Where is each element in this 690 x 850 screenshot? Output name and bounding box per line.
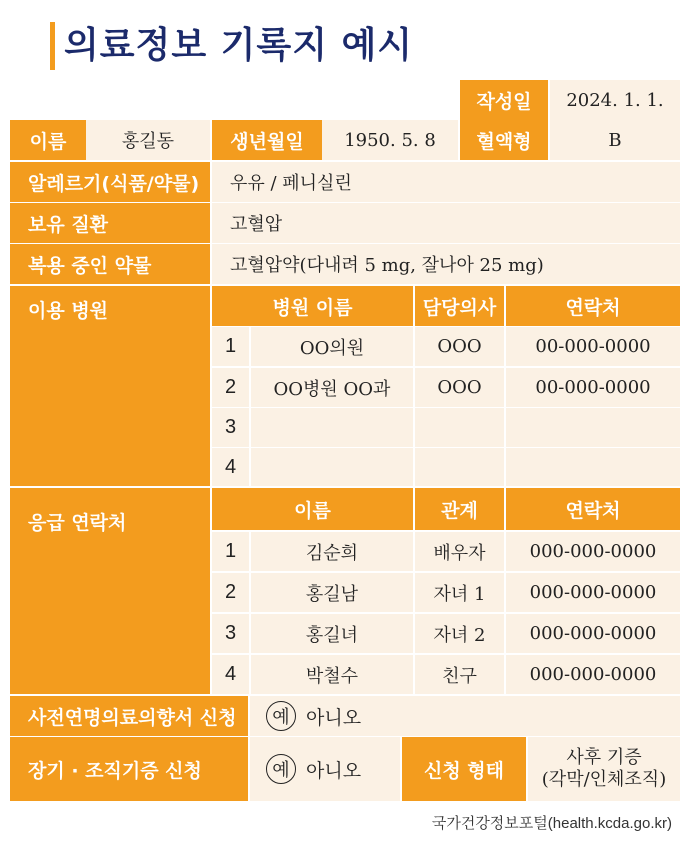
organ-donation-choice [250,737,400,801]
hospitals-header-doctor: 담당의사 [415,286,504,326]
written-date-label: 작성일 [460,80,548,120]
emergency-row-name: 홍길녀 [251,614,413,653]
advance-directive-choice [250,696,680,736]
blood-value: B [550,120,680,160]
page-title: 의료정보 기록지 예시 [64,25,414,66]
name-value: 홍길동 [86,120,210,160]
emergency-row-contact: 000-000-0000 [506,655,680,694]
organ-donation-type-line1: 사후 기증 [566,747,642,768]
emergency-row-relation: 배우자 [415,532,504,571]
emergency-row-number: 1 [212,532,249,571]
hospital-row-name [251,448,413,486]
organ-donation-label: 장기 · 조직기증 신청 [10,737,248,801]
organ-donation-yes-option[interactable]: 예 [266,754,296,784]
emergency-row-number: 4 [212,655,249,694]
emergency-row-contact: 000-000-0000 [506,614,680,653]
birth-value: 1950. 5. 8 [322,120,458,160]
hospital-row-contact: 00-000-0000 [506,327,680,366]
hospital-row-contact [506,408,680,447]
organ-donation-type-value [528,737,680,801]
disease-value: 고혈압 [212,203,680,243]
birth-label: 생년월일 [212,120,322,160]
allergy-value: 우유 / 페니실린 [212,162,680,202]
written-date-value: 2024. 1. 1. [550,80,680,120]
medication-value: 고혈압약(다내려 5 mg, 잘나아 25 mg) [212,244,680,284]
hospital-row-name: OO병원 OO과 [251,368,413,407]
hospital-row-doctor: OOO [415,368,504,407]
hospital-row-number: 3 [212,408,249,447]
emergency-row-relation: 자녀 1 [415,573,504,612]
organ-donation-no-option[interactable]: 아니오 [306,760,362,782]
organ-donation-type-line2: (각막/인체조직) [541,769,667,790]
emergency-label: 응급 연락처 [10,488,210,694]
blood-label: 혈액형 [460,120,548,160]
hospital-row-name [251,408,413,447]
hospital-row-contact: 00-000-0000 [506,368,680,407]
title-accent-bar [50,22,55,70]
hospitals-label: 이용 병원 [10,286,210,486]
advance-directive-yes-option[interactable]: 예 [266,701,296,731]
emergency-row-name: 김순희 [251,532,413,571]
hospitals-header-contact: 연락처 [506,286,680,326]
emergency-row-relation: 자녀 2 [415,614,504,653]
source-credit: 국가건강정보포털(health.kcda.go.kr) [431,815,672,832]
emergency-row-number: 3 [212,614,249,653]
hospital-row-number: 1 [212,327,249,366]
disease-label: 보유 질환 [10,203,210,243]
emergency-row-number: 2 [212,573,249,612]
hospital-row-name: OO의원 [251,327,413,366]
emergency-header-relation: 관계 [415,488,504,530]
hospitals-header-name: 병원 이름 [212,286,413,326]
emergency-row-name: 홍길남 [251,573,413,612]
allergy-label: 알레르기(식품/약물) [10,162,210,202]
emergency-row-name: 박철수 [251,655,413,694]
hospital-row-number: 4 [212,448,249,486]
hospital-row-number: 2 [212,368,249,407]
hospital-row-contact [506,448,680,486]
medication-label: 복용 중인 약물 [10,244,210,284]
emergency-row-contact: 000-000-0000 [506,573,680,612]
emergency-row-relation: 친구 [415,655,504,694]
organ-donation-type-label: 신청 형태 [402,737,526,801]
hospital-row-doctor [415,408,504,447]
emergency-header-name: 이름 [212,488,413,530]
name-label: 이름 [10,120,86,160]
advance-directive-label: 사전연명의료의향서 신청 [10,696,248,736]
hospital-row-doctor [415,448,504,486]
advance-directive-no-option[interactable]: 아니오 [306,707,362,729]
emergency-row-contact: 000-000-0000 [506,532,680,571]
hospital-row-doctor: OOO [415,327,504,366]
emergency-header-contact: 연락처 [506,488,680,530]
